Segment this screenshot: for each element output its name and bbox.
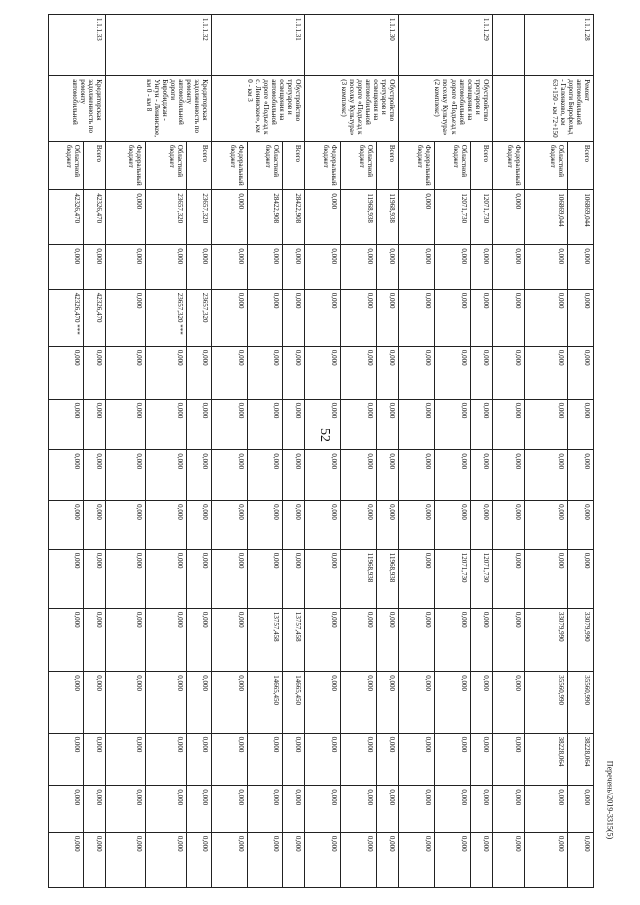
amount-cell: 35560,990 (567, 672, 593, 733)
amount-cell: 0,000 (283, 733, 305, 786)
funding-source: Федеральный бюджет (305, 141, 341, 190)
amount-cell: 0,000 (283, 346, 305, 399)
budget-table (48, 14, 594, 888)
table-row (399, 15, 435, 888)
funding-source: Областной бюджет (434, 141, 470, 190)
amount-cell: 0,000 (84, 608, 106, 671)
amount-cell: 0,000 (186, 346, 211, 399)
amount-cell: 0,000 (567, 832, 593, 887)
amount-cell: 42326,470 *** (49, 289, 84, 346)
item-name: Кредиторская задолженность по ремонту автомобильной дороги Биробиджан - Унгун - Ленинское, км 0 - км 8 (105, 76, 211, 142)
amount-cell: 38228,064 (567, 733, 593, 786)
amount-cell: 0,000 (341, 450, 377, 501)
amount-cell: 106869,044 (567, 190, 593, 245)
amount-cell: 0,000 (105, 786, 145, 833)
amount-cell: 0,000 (305, 450, 341, 501)
amount-cell: 0,000 (305, 733, 341, 786)
amount-cell: 0,000 (434, 346, 470, 399)
amount-cell: 0,000 (567, 346, 593, 399)
amount-cell: 0,000 (376, 786, 398, 833)
rotated-table-container (48, 14, 594, 888)
amount-cell: 0,000 (434, 733, 470, 786)
amount-cell: 0,000 (283, 450, 305, 501)
amount-cell: 0,000 (186, 786, 211, 833)
amount-cell: 0,000 (49, 346, 84, 399)
page-number: 52 (317, 428, 332, 442)
amount-cell: 0,000 (567, 501, 593, 550)
amount-cell: 33079,990 (524, 608, 567, 671)
amount-cell: 0,000 (341, 733, 377, 786)
item-name: Обустройство тротуаров и освещения на автомобильной дороге «Подъезд к поселку Культура» (2 комплекс) (399, 76, 493, 142)
amount-cell: 23657,320 *** (146, 289, 186, 346)
amount-cell: 0,000 (470, 289, 492, 346)
amount-cell: 0,000 (283, 501, 305, 550)
item-name: Кредиторская задолженность по ремонту автомобильной (49, 76, 106, 142)
amount-cell: 42326,470 (49, 190, 84, 245)
amount-cell: 0,000 (470, 501, 492, 550)
amount-cell: 0,000 (283, 245, 305, 289)
item-name: Ремонт автомобильной дороги Бирофельд - Галенково, км 63+150 - км 72+150 (524, 76, 593, 142)
item-code: 1.1.1.29 (399, 15, 493, 76)
amount-cell: 0,000 (470, 245, 492, 289)
amount-cell: 0,000 (84, 549, 106, 608)
amount-cell: 0,000 (492, 733, 524, 786)
amount-cell: 0,000 (376, 346, 398, 399)
amount-cell: 0,000 (492, 832, 524, 887)
amount-cell: 12071,730 (434, 190, 470, 245)
funding-source: Областной бюджет (49, 141, 84, 190)
amount-cell: 0,000 (283, 832, 305, 887)
amount-cell: 0,000 (283, 399, 305, 450)
amount-cell: 0,000 (305, 549, 341, 608)
amount-cell: 0,000 (434, 450, 470, 501)
amount-cell: 0,000 (470, 450, 492, 501)
amount-cell: 0,000 (247, 501, 283, 550)
amount-cell: 28422,908 (283, 190, 305, 245)
amount-cell: 14665,450 (283, 672, 305, 733)
table-row (211, 15, 247, 888)
amount-cell: 0,000 (341, 672, 377, 733)
amount-cell: 0,000 (49, 608, 84, 671)
amount-cell: 0,000 (492, 399, 524, 450)
amount-cell: 0,000 (524, 549, 567, 608)
amount-cell: 0,000 (434, 786, 470, 833)
amount-cell: 0,000 (434, 289, 470, 346)
amount-cell: 0,000 (399, 786, 435, 833)
amount-cell: 42326,470 (84, 190, 106, 245)
table-row (105, 15, 145, 888)
amount-cell: 0,000 (399, 190, 435, 245)
amount-cell: 0,000 (376, 608, 398, 671)
amount-cell: 0,000 (524, 245, 567, 289)
amount-cell: 0,000 (211, 245, 247, 289)
amount-cell: 42326,470 (84, 289, 106, 346)
amount-cell: 0,000 (434, 832, 470, 887)
amount-cell: 12071,730 (470, 190, 492, 245)
amount-cell: 0,000 (283, 549, 305, 608)
amount-cell: 0,000 (186, 672, 211, 733)
funding-source: Всего (470, 141, 492, 190)
amount-cell: 0,000 (84, 245, 106, 289)
amount-cell: 0,000 (49, 501, 84, 550)
amount-cell: 0,000 (146, 832, 186, 887)
amount-cell: 0,000 (247, 786, 283, 833)
amount-cell: 0,000 (84, 672, 106, 733)
document-stamp: Перечень\2019-3315(5) (605, 760, 615, 840)
amount-cell: 0,000 (84, 450, 106, 501)
amount-cell: 0,000 (341, 832, 377, 887)
amount-cell: 0,000 (376, 245, 398, 289)
item-name: Обустройство тротуаров и освещения на автомобильной дороге «Подъезд к поселку Культура» (3 комплекс) (305, 76, 399, 142)
amount-cell: 13757,458 (247, 608, 283, 671)
amount-cell: 0,000 (146, 245, 186, 289)
amount-cell: 0,000 (376, 289, 398, 346)
amount-cell: 0,000 (492, 501, 524, 550)
amount-cell: 0,000 (399, 832, 435, 887)
amount-cell: 0,000 (49, 245, 84, 289)
amount-cell: 0,000 (492, 549, 524, 608)
amount-cell: 11968,938 (341, 549, 377, 608)
amount-cell: 0,000 (492, 450, 524, 501)
amount-cell: 0,000 (434, 245, 470, 289)
amount-cell: 0,000 (105, 608, 145, 671)
funding-source: Областной бюджет (341, 141, 377, 190)
amount-cell: 0,000 (305, 672, 341, 733)
amount-cell: 33079,990 (567, 608, 593, 671)
table-row (376, 15, 398, 888)
table-row (492, 15, 524, 888)
amount-cell: 0,000 (84, 733, 106, 786)
amount-cell: 0,000 (247, 289, 283, 346)
amount-cell: 0,000 (283, 289, 305, 346)
amount-cell: 0,000 (524, 289, 567, 346)
table-row (186, 15, 211, 888)
amount-cell: 11968,938 (341, 190, 377, 245)
amount-cell: 0,000 (84, 832, 106, 887)
amount-cell: 0,000 (186, 501, 211, 550)
funding-source: Федеральный бюджет (211, 141, 247, 190)
amount-cell: 0,000 (434, 399, 470, 450)
amount-cell: 28422,908 (247, 190, 283, 245)
amount-cell: 0,000 (49, 832, 84, 887)
amount-cell: 0,000 (399, 450, 435, 501)
amount-cell: 0,000 (105, 346, 145, 399)
amount-cell: 0,000 (524, 501, 567, 550)
amount-cell: 0,000 (305, 399, 341, 450)
amount-cell: 0,000 (211, 549, 247, 608)
amount-cell: 0,000 (211, 399, 247, 450)
amount-cell: 0,000 (399, 608, 435, 671)
amount-cell: 0,000 (305, 190, 341, 245)
item-code: 1.1.1.33 (49, 15, 106, 76)
amount-cell: 0,000 (492, 786, 524, 833)
table-row (84, 15, 106, 888)
amount-cell: 0,000 (211, 346, 247, 399)
amount-cell: 0,000 (434, 608, 470, 671)
amount-cell: 0,000 (399, 399, 435, 450)
amount-cell: 0,000 (376, 399, 398, 450)
amount-cell: 0,000 (399, 245, 435, 289)
amount-cell: 0,000 (341, 346, 377, 399)
amount-cell: 0,000 (341, 245, 377, 289)
amount-cell: 0,000 (434, 501, 470, 550)
amount-cell: 0,000 (341, 608, 377, 671)
amount-cell: 0,000 (470, 733, 492, 786)
table-row (146, 15, 186, 888)
amount-cell: 14665,450 (247, 672, 283, 733)
item-name: Обустройство тротуаров и освещения на автомобильной дороге «Подъезд к с. Ленинское», км 0 - км 3 (211, 76, 305, 142)
item-name (492, 76, 524, 142)
amount-cell: 0,000 (105, 501, 145, 550)
amount-cell: 0,000 (305, 608, 341, 671)
amount-cell: 0,000 (341, 786, 377, 833)
amount-cell: 0,000 (524, 786, 567, 833)
amount-cell: 0,000 (492, 190, 524, 245)
amount-cell: 0,000 (211, 190, 247, 245)
amount-cell: 0,000 (186, 832, 211, 887)
amount-cell: 0,000 (341, 289, 377, 346)
amount-cell: 0,000 (247, 346, 283, 399)
amount-cell: 23657,320 (186, 289, 211, 346)
amount-cell: 0,000 (247, 832, 283, 887)
amount-cell: 0,000 (341, 501, 377, 550)
amount-cell: 0,000 (146, 346, 186, 399)
table-row (305, 15, 341, 888)
amount-cell: 0,000 (399, 346, 435, 399)
funding-source: Всего (567, 141, 593, 190)
amount-cell: 0,000 (524, 832, 567, 887)
amount-cell: 0,000 (567, 289, 593, 346)
amount-cell: 0,000 (146, 733, 186, 786)
amount-cell: 0,000 (470, 608, 492, 671)
amount-cell: 0,000 (399, 549, 435, 608)
amount-cell: 0,000 (399, 501, 435, 550)
amount-cell: 0,000 (49, 786, 84, 833)
funding-source: Федеральный бюджет (492, 141, 524, 190)
amount-cell: 0,000 (105, 245, 145, 289)
funding-source: Федеральный бюджет (399, 141, 435, 190)
amount-cell: 0,000 (567, 450, 593, 501)
amount-cell: 0,000 (211, 672, 247, 733)
amount-cell: 0,000 (105, 289, 145, 346)
amount-cell: 0,000 (492, 245, 524, 289)
amount-cell: 0,000 (146, 672, 186, 733)
amount-cell: 0,000 (434, 672, 470, 733)
amount-cell: 0,000 (492, 608, 524, 671)
amount-cell: 0,000 (247, 450, 283, 501)
funding-source: Всего (376, 141, 398, 190)
amount-cell: 0,000 (470, 346, 492, 399)
amount-cell: 0,000 (247, 399, 283, 450)
amount-cell: 0,000 (49, 549, 84, 608)
amount-cell: 0,000 (470, 832, 492, 887)
amount-cell: 0,000 (186, 549, 211, 608)
amount-cell: 0,000 (305, 786, 341, 833)
amount-cell: 0,000 (524, 399, 567, 450)
funding-source: Областной бюджет (247, 141, 283, 190)
amount-cell: 0,000 (146, 501, 186, 550)
amount-cell: 0,000 (305, 346, 341, 399)
amount-cell: 0,000 (84, 501, 106, 550)
funding-source: Всего (186, 141, 211, 190)
amount-cell: 0,000 (105, 549, 145, 608)
amount-cell: 0,000 (492, 289, 524, 346)
amount-cell: 0,000 (376, 450, 398, 501)
table-row (341, 15, 377, 888)
table-row (49, 15, 84, 888)
funding-source: Федеральный бюджет (105, 141, 145, 190)
amount-cell: 0,000 (567, 399, 593, 450)
amount-cell: 0,000 (211, 832, 247, 887)
amount-cell: 0,000 (524, 450, 567, 501)
amount-cell: 0,000 (247, 549, 283, 608)
amount-cell: 0,000 (186, 733, 211, 786)
item-code (492, 15, 524, 76)
amount-cell: 0,000 (305, 289, 341, 346)
amount-cell: 0,000 (305, 501, 341, 550)
amount-cell: 0,000 (105, 450, 145, 501)
amount-cell: 11968,938 (376, 190, 398, 245)
amount-cell: 0,000 (105, 190, 145, 245)
table-row (524, 15, 567, 888)
amount-cell: 13757,458 (283, 608, 305, 671)
amount-cell: 0,000 (399, 672, 435, 733)
amount-cell: 0,000 (146, 450, 186, 501)
amount-cell: 0,000 (105, 832, 145, 887)
amount-cell: 0,000 (186, 608, 211, 671)
amount-cell: 0,000 (211, 608, 247, 671)
amount-cell: 0,000 (211, 501, 247, 550)
table-row (567, 15, 593, 888)
amount-cell: 0,000 (283, 786, 305, 833)
amount-cell: 0,000 (146, 399, 186, 450)
amount-cell: 106869,044 (524, 190, 567, 245)
funding-source: Всего (84, 141, 106, 190)
amount-cell: 0,000 (492, 672, 524, 733)
amount-cell: 0,000 (399, 289, 435, 346)
funding-source: Всего (283, 141, 305, 190)
amount-cell: 0,000 (186, 245, 211, 289)
item-code: 1.1.1.31 (211, 15, 305, 76)
amount-cell: 0,000 (105, 733, 145, 786)
table-row (434, 15, 470, 888)
amount-cell: 0,000 (247, 733, 283, 786)
amount-cell: 0,000 (49, 450, 84, 501)
amount-cell: 0,000 (105, 672, 145, 733)
amount-cell: 0,000 (49, 672, 84, 733)
amount-cell: 12071,730 (470, 549, 492, 608)
amount-cell: 0,000 (84, 399, 106, 450)
item-code: 1.1.1.30 (305, 15, 399, 76)
amount-cell: 11968,938 (376, 549, 398, 608)
amount-cell: 0,000 (376, 733, 398, 786)
amount-cell: 0,000 (305, 245, 341, 289)
amount-cell: 0,000 (567, 786, 593, 833)
amount-cell: 0,000 (49, 733, 84, 786)
amount-cell: 0,000 (524, 346, 567, 399)
amount-cell: 0,000 (376, 672, 398, 733)
item-code: 1.1.1.28 (524, 15, 593, 76)
amount-cell: 0,000 (211, 289, 247, 346)
amount-cell: 0,000 (492, 346, 524, 399)
amount-cell: 0,000 (105, 399, 145, 450)
amount-cell: 0,000 (567, 549, 593, 608)
amount-cell: 0,000 (399, 733, 435, 786)
amount-cell: 0,000 (376, 832, 398, 887)
amount-cell: 0,000 (211, 450, 247, 501)
item-code: 1.1.1.32 (105, 15, 211, 76)
amount-cell: 0,000 (146, 549, 186, 608)
amount-cell: 0,000 (376, 501, 398, 550)
amount-cell: 23657,320 (146, 190, 186, 245)
amount-cell: 0,000 (567, 245, 593, 289)
amount-cell: 0,000 (211, 786, 247, 833)
amount-cell: 0,000 (470, 399, 492, 450)
amount-cell: 0,000 (470, 672, 492, 733)
amount-cell: 0,000 (146, 786, 186, 833)
funding-source: Областной бюджет (146, 141, 186, 190)
amount-cell: 0,000 (84, 786, 106, 833)
amount-cell: 0,000 (49, 399, 84, 450)
amount-cell: 0,000 (186, 399, 211, 450)
amount-cell: 0,000 (470, 786, 492, 833)
amount-cell: 0,000 (146, 608, 186, 671)
amount-cell: 0,000 (186, 450, 211, 501)
amount-cell: 0,000 (211, 733, 247, 786)
funding-source: Областной бюджет (524, 141, 567, 190)
amount-cell: 35560,990 (524, 672, 567, 733)
amount-cell: 12071,730 (434, 549, 470, 608)
amount-cell: 0,000 (247, 245, 283, 289)
table-row (247, 15, 283, 888)
amount-cell: 38228,064 (524, 733, 567, 786)
table-row (283, 15, 305, 888)
amount-cell: 23657,320 (186, 190, 211, 245)
amount-cell: 0,000 (84, 346, 106, 399)
table-row (470, 15, 492, 888)
amount-cell: 0,000 (341, 399, 377, 450)
amount-cell: 0,000 (305, 832, 341, 887)
